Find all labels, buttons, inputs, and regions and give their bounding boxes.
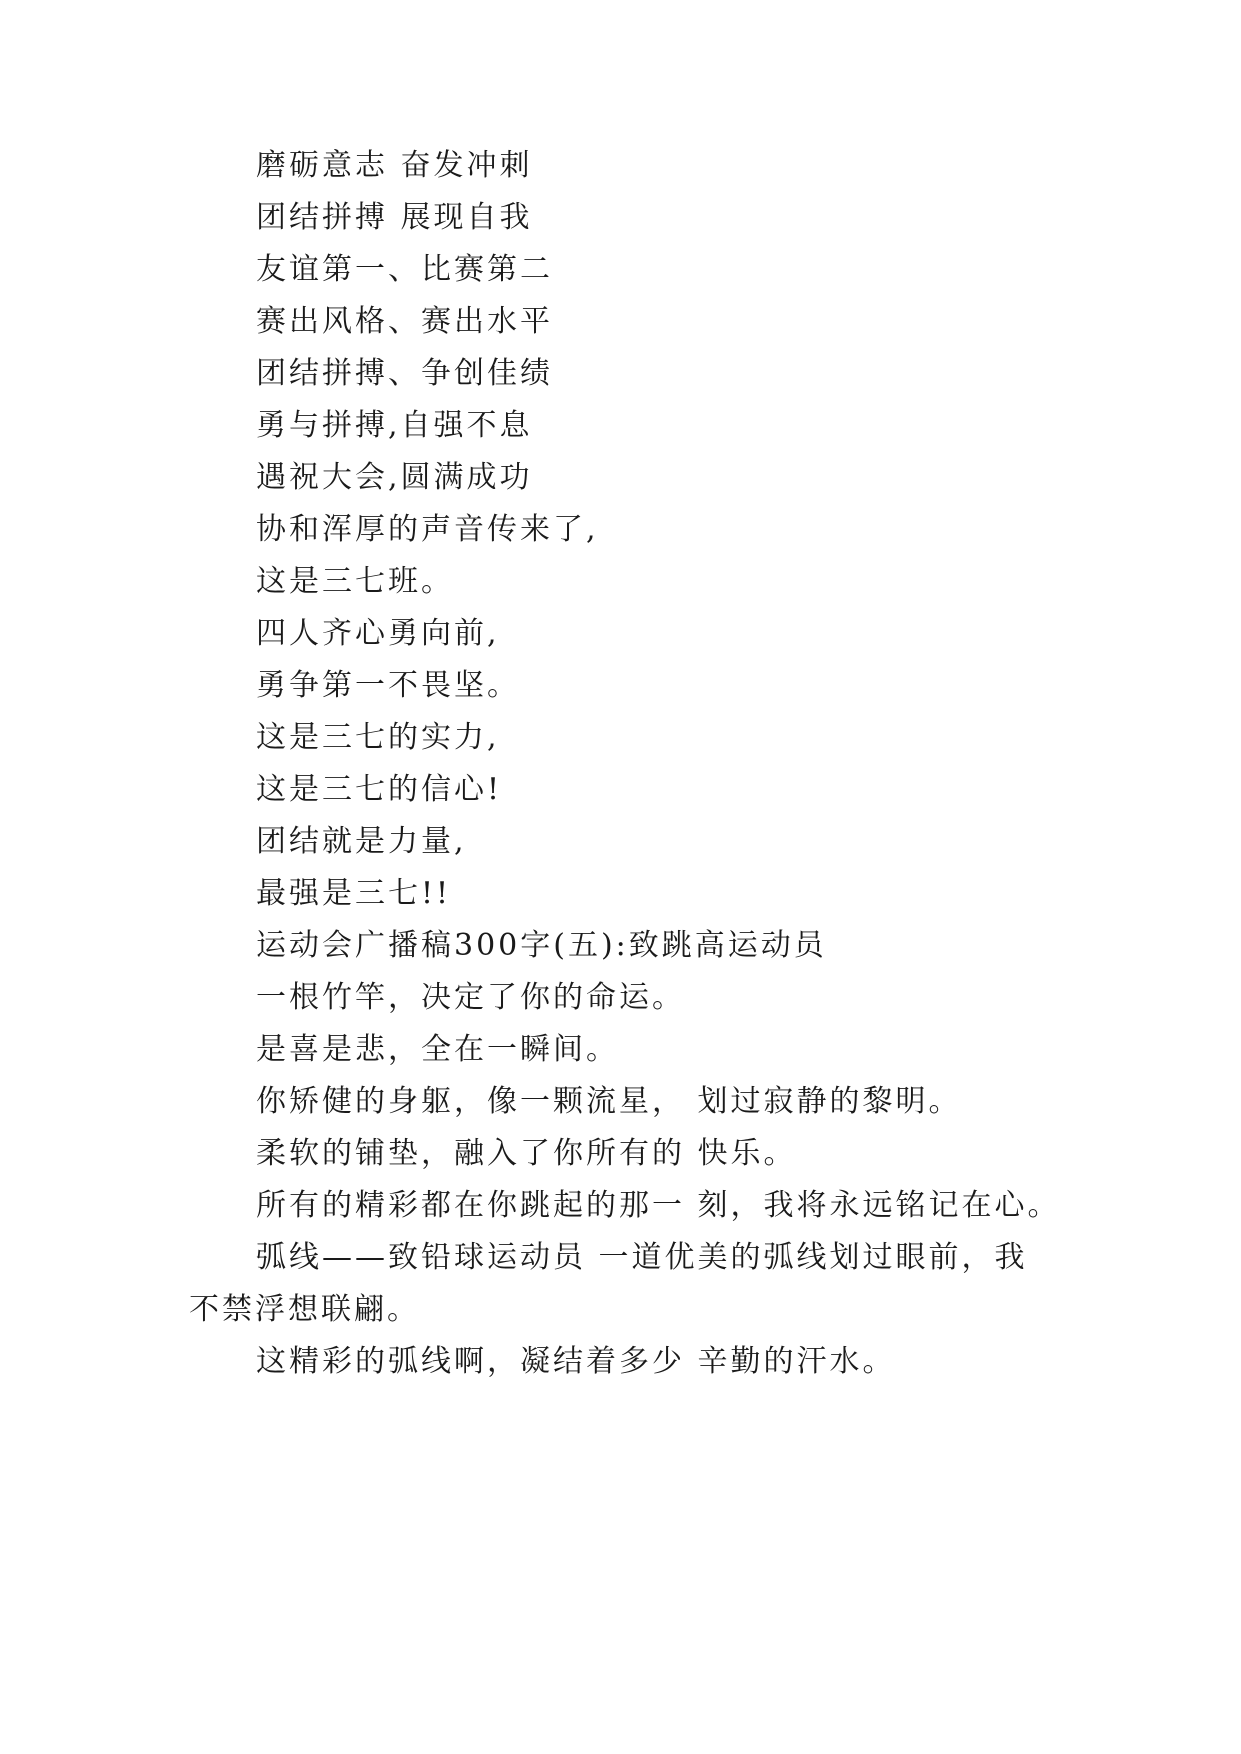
text-line: 团结就是力量, (256, 824, 467, 859)
text-line: 遇祝大会,圆满成功 (256, 460, 533, 495)
text-line: 这是三七班。 (256, 564, 454, 599)
section-heading: 运动会广播稿300字(五):致跳高运动员 (256, 928, 827, 963)
text-line: 你矫健的身躯，像一颗流星， 划过寂静的黎明。 (256, 1084, 962, 1119)
text-line: 磨砺意志 奋发冲刺 (256, 148, 533, 183)
text-line: 团结拼搏、争创佳绩 (256, 356, 553, 391)
text-line: 赛出风格、赛出水平 (256, 304, 553, 339)
text-line: 是喜是悲，全在一瞬间。 (256, 1032, 619, 1067)
text-line: 最强是三七!! (256, 876, 452, 911)
text-line: 柔软的铺垫，融入了你所有的 快乐。 (256, 1136, 797, 1171)
text-line: 这是三七的实力, (256, 720, 500, 755)
text-line: 所有的精彩都在你跳起的那一 刻，我将永远铭记在心。 (256, 1188, 1061, 1223)
text-line: 这精彩的弧线啊，凝结着多少 辛勤的汗水。 (256, 1344, 896, 1379)
text-line: 友谊第一、比赛第二 (256, 252, 553, 287)
paragraph-continuation: 不禁浮想联翩。 (189, 1292, 420, 1327)
text-line: 勇与拼搏,自强不息 (256, 408, 533, 443)
text-line: 团结拼搏 展现自我 (256, 200, 533, 235)
text-line: 勇争第一不畏坚。 (256, 668, 520, 703)
text-line: 协和浑厚的声音传来了, (256, 512, 599, 547)
text-line: 一根竹竿，决定了你的命运。 (256, 980, 685, 1015)
text-line: 这是三七的信心! (256, 772, 503, 807)
text-line: 四人齐心勇向前, (256, 616, 500, 651)
paragraph-first-line: 弧线——致铅球运动员 一道优美的弧线划过眼前，我 (256, 1240, 1028, 1275)
